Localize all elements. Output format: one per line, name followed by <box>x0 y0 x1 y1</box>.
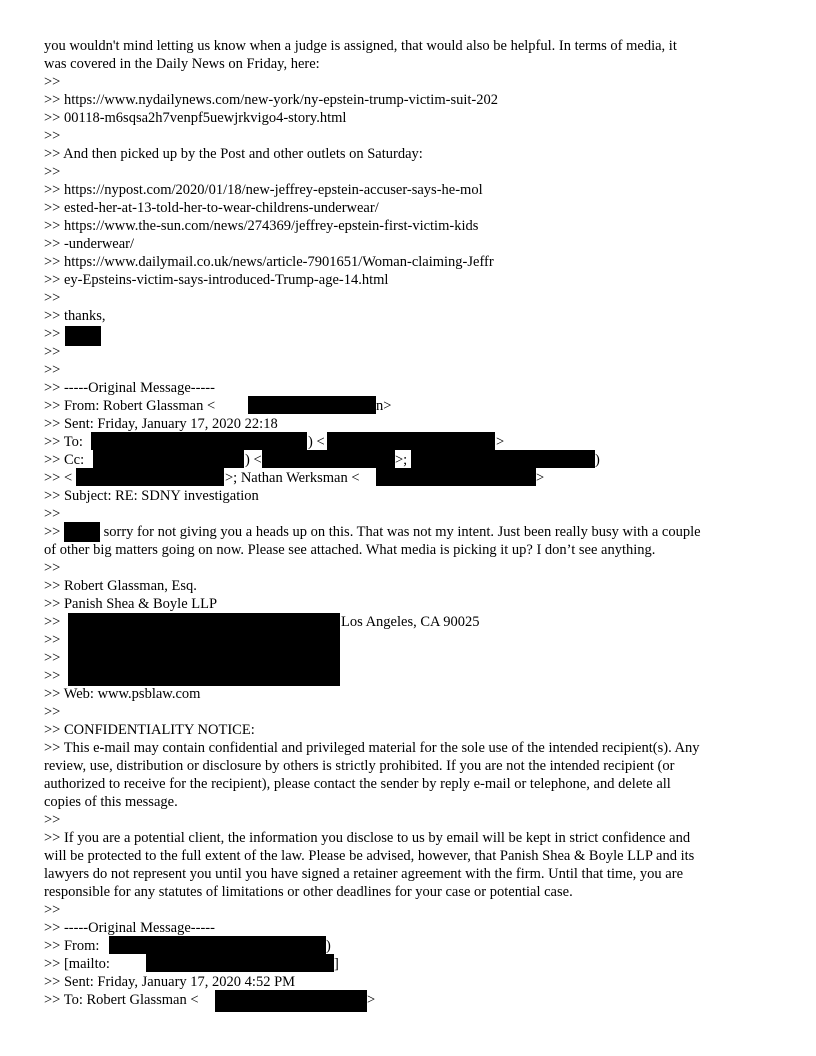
url-line: >> https://www.dailymail.co.uk/news/article-7901651/Woman-claiming-Jeffr <box>44 254 494 270</box>
redaction-box <box>65 326 101 346</box>
reply-body-line: >> <box>44 524 61 540</box>
text-line: >> <box>44 74 61 90</box>
redaction-box <box>327 432 495 450</box>
text-line: >> <box>44 506 61 522</box>
client-notice-text: will be protected to the full extent of the law. Please be advised, however, that Panish Shea & Boyle LLP and its <box>44 848 695 864</box>
email-from-tail: n> <box>376 398 392 414</box>
confidentiality-text: review, use, distribution or disclosure by others is strictly prohibited. If you are not the intended recipient (or <box>44 758 675 774</box>
signature-address-city: Los Angeles, CA 90025 <box>341 614 480 630</box>
url-line: >> https://www.the-sun.com/news/274369/jeffrey-epstein-first-victim-kids <box>44 218 479 234</box>
redaction-box <box>64 522 100 542</box>
confidentiality-heading: >> CONFIDENTIALITY NOTICE: <box>44 722 255 738</box>
email-to-tail: > <box>496 434 505 450</box>
url-line: >> 00118-m6sqsa2h7venpf5uewjrkvigo4-story.html <box>44 110 347 126</box>
email-to-line: >> To: Robert Glassman < <box>44 992 199 1008</box>
email-from-tail: ) <box>326 938 331 954</box>
signature-phone-line: >> <box>44 668 61 684</box>
redaction-box <box>248 396 376 414</box>
redaction-box <box>215 990 367 1012</box>
text-line: >> <box>44 704 61 720</box>
text-line: >> <box>44 326 61 342</box>
text-line: >> thanks, <box>44 308 106 324</box>
text-line: >> <box>44 560 61 576</box>
text-line: >> <box>44 128 61 144</box>
client-notice-text: >> If you are a potential client, the information you disclose to us by email will be kept in strict confidence and <box>44 830 691 846</box>
text-line: >> And then picked up by the Post and other outlets on Saturday: <box>44 146 423 162</box>
redaction-box <box>376 468 536 486</box>
reply-body-text: sorry for not giving you a heads up on this. That was not my intent. Just been really busy with a couple <box>100 524 701 540</box>
confidentiality-text: >> This e-mail may contain confidential and privileged material for the sole use of the intended recipient(s). Any <box>44 740 700 756</box>
url-line: >> -underwear/ <box>44 236 135 252</box>
redaction-box <box>411 450 595 468</box>
text-line: you wouldn't mind letting us know when a judge is assigned, that would also be helpful. In terms of media, it <box>44 38 677 54</box>
confidentiality-text: authorized to receive for the recipient), please contact the sender by reply e-mail or telephone, and delete all <box>44 776 671 792</box>
redaction-box <box>146 954 334 972</box>
email-to-mid: ) < <box>308 434 325 450</box>
email-sent-line: >> Sent: Friday, January 17, 2020 22:18 <box>44 416 278 432</box>
email-from-line: >> From: Robert Glassman < <box>44 398 216 414</box>
text-line: >> <box>44 290 61 306</box>
email-subject-line: >> Subject: RE: SDNY investigation <box>44 488 259 504</box>
email-mailto-line: >> [mailto: <box>44 956 110 972</box>
confidentiality-text: copies of this message. <box>44 794 178 810</box>
email-cc-continued-mid: >; Nathan Werksman < <box>225 470 360 486</box>
signature-web: >> Web: www.psblaw.com <box>44 686 201 702</box>
email-cc-line: >> Cc: <box>44 452 85 468</box>
text-line: >> <box>44 344 61 360</box>
redaction-box <box>262 450 395 468</box>
redaction-box <box>91 432 307 450</box>
email-mailto-tail: ] <box>334 956 339 972</box>
url-line: >> https://www.nydailynews.com/new-york/ny-epstein-trump-victim-suit-202 <box>44 92 498 108</box>
text-line: >> <box>44 362 61 378</box>
text-line: >> <box>44 902 61 918</box>
signature-address-line: >> <box>44 614 61 630</box>
reply-body-line: of other big matters going on now. Please see attached. What media is picking it up? I don’t see anything. <box>44 542 656 558</box>
redaction-box <box>93 450 244 468</box>
client-notice-text: lawyers do not represent you until you have signed a retainer agreement with the firm. Until that time, you are <box>44 866 684 882</box>
signature-phone-line: >> <box>44 650 61 666</box>
email-cc-semi: >; <box>395 452 408 468</box>
email-cc-tail: ) <box>595 452 600 468</box>
original-message-header: >> -----Original Message----- <box>44 920 215 936</box>
signature-firm: >> Panish Shea & Boyle LLP <box>44 596 218 612</box>
email-cc-mid: ) < <box>245 452 262 468</box>
text-line: >> <box>44 812 61 828</box>
url-line: >> ested-her-at-13-told-her-to-wear-childrens-underwear/ <box>44 200 379 216</box>
email-sent-line: >> Sent: Friday, January 17, 2020 4:52 PM <box>44 974 296 990</box>
redaction-box <box>68 613 340 686</box>
text-line: >> <box>44 164 61 180</box>
email-to-tail: > <box>367 992 376 1008</box>
redaction-box <box>76 468 224 486</box>
signature-phone-line: >> <box>44 632 61 648</box>
original-message-header: >> -----Original Message----- <box>44 380 215 396</box>
text-line: was covered in the Daily News on Friday, here: <box>44 56 320 72</box>
url-line: >> ey-Epsteins-victim-says-introduced-Trump-age-14.html <box>44 272 389 288</box>
signature-name: >> Robert Glassman, Esq. <box>44 578 197 594</box>
redaction-box <box>109 936 326 954</box>
email-to-line: >> To: <box>44 434 83 450</box>
email-cc-continued-tail: > <box>536 470 545 486</box>
client-notice-text: responsible for any statutes of limitations or other deadlines for your case or potential case. <box>44 884 573 900</box>
email-from-line: >> From: <box>44 938 100 954</box>
url-line: >> https://nypost.com/2020/01/18/new-jeffrey-epstein-accuser-says-he-mol <box>44 182 483 198</box>
email-cc-continued: >> < <box>44 470 73 486</box>
